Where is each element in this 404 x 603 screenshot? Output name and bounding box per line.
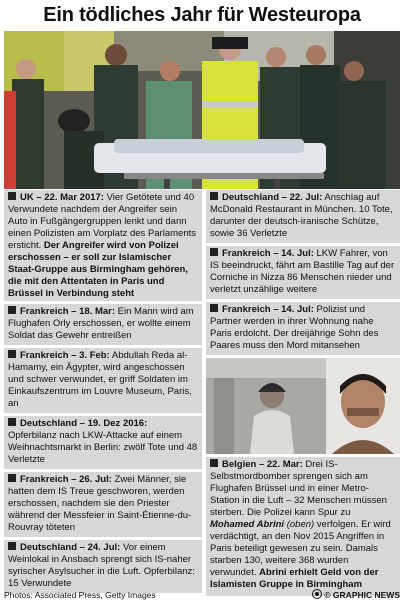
event-text: Ein Mann wird am Flughafen Orly erschossen, er wollte einem Soldat das Gewehr entreißen (8, 306, 194, 341)
suspect-photos (206, 358, 400, 454)
event-text: LKW Fahrer, von IS beeindruckt, fährt am Bastille Tag auf der Corniche in Nizza 86 Menschen nieder und verletzt unzählige weitere (210, 248, 395, 295)
event-heading: UK – 22. Mar 2017: (8, 192, 104, 203)
event-heading: Deutschland – 24. Jul: (8, 542, 120, 553)
photo-credit: Photos: Associated Press, Getty Images (4, 590, 156, 600)
event-heading: Frankreich – 3. Feb: (8, 350, 110, 361)
suspect-name: Mohamed Abrini (210, 519, 285, 530)
event-heading: Frankreich – 14. Jul: (210, 304, 314, 315)
graphic-news-logo-icon (312, 589, 322, 599)
event-heading: Frankreich – 18. Mar: (8, 306, 115, 317)
event-frankreich-3-feb (4, 348, 202, 413)
event-text: Vier Getötete und 40 Verwundete nachdem der Angreifer sein Auto in Fußgängergruppen lenkt und dann einen Polizisten am Vorplatz des Parlaments ersticht. (8, 192, 196, 251)
left-column (4, 190, 202, 596)
event-text: Vor einem Weinlokal in Ansbach sprengt sich IS-naher syrischer Asylsucher in die Luft. Opferbilanz: 15 Verwundete (8, 542, 195, 589)
graphic-news-brand (312, 588, 400, 602)
event-text: Polizist und Partner werden in ihrer Wohnung nahe Paris erdolcht. Der dreijährige Sohn des Paares muss den Mord mitansehen (210, 304, 379, 351)
right-column (206, 190, 400, 599)
event-heading: Frankreich – 14. Jul: (210, 248, 314, 259)
event-frankreich-26-jul (4, 472, 202, 537)
event-deutschland-22-jul (206, 190, 400, 243)
event-belgien-22-mar (206, 457, 400, 596)
page-title: Ein tödliches Jahr für Westeuropa (43, 4, 361, 26)
brand-label: © GRAPHIC NEWS (324, 590, 400, 600)
event-text: Anschlag auf McDonald Restaurant in München. 10 Tote, darunter der deutsch-iranische Schütze, sowie 36 Verletzte (210, 192, 393, 239)
event-text: Abdullah Reda al-Hamamy, ein Ägypter, wird angeschossen und schwer verwundet, er griff Soldaten im Einkaufszentrum im Louvre Museum, Paris, an (8, 350, 192, 409)
event-text: Zwei Männer, sie hatten dem IS Treue geschworen, werden erschossen, nachdem sie den Priester während der Messfeier in Saint-Étienne-du-Rouvray töteten (8, 474, 192, 533)
event-heading: Deutschland – 19. Dez 2016: (8, 418, 147, 429)
event-frankreich-14-jul-nizza (206, 246, 400, 299)
event-text-continued: verfolgen. Er wird verdächtigt, an den Nov 2015 Angriffen in Paris beteiligt gewesen zu sein. Damals starben 130, weitere 368 wurden verwundet. (210, 519, 391, 578)
event-deutschland-24-jul (4, 540, 202, 593)
suspect-name-note: (oben) (284, 519, 315, 530)
event-uk-mar-2017 (4, 190, 202, 301)
event-heading: Deutschland – 22. Jul: (210, 192, 322, 203)
photo-paramedics (4, 31, 400, 189)
event-text: Drei IS-Selbstmordbomber sprengen sich am Flughafen Brüssel und in einer Metro-Station in die Luft – 32 Menschen müssen sterben. Die Polizei kann Spur zu (210, 459, 387, 518)
event-highlight: Abrini erhielt Geld von der Islamisten Gruppe in Birmingham (210, 567, 379, 590)
footer (4, 588, 400, 602)
event-frankreich-14-jul-polizist (206, 302, 400, 355)
event-text: Opferbilanz nach LKW-Attacke auf einem Weihnachtsmarkt in Berlin: zwölf Tote und 48 Verletzte (8, 430, 198, 465)
event-deutschland-19-dez-2016 (4, 416, 202, 469)
event-highlight: Der Angreifer wird von Polizei erschossen – er soll zur Islamischer Staat-Gruppe aus Birmingham gehören, die mit den Attentaten in Paris und Brüssel in Verbindung steht (8, 240, 188, 299)
event-frankreich-18-mar (4, 304, 202, 345)
event-heading: Frankreich – 26. Jul: (8, 474, 112, 485)
event-heading: Belgien – 22. Mar: (210, 459, 303, 470)
